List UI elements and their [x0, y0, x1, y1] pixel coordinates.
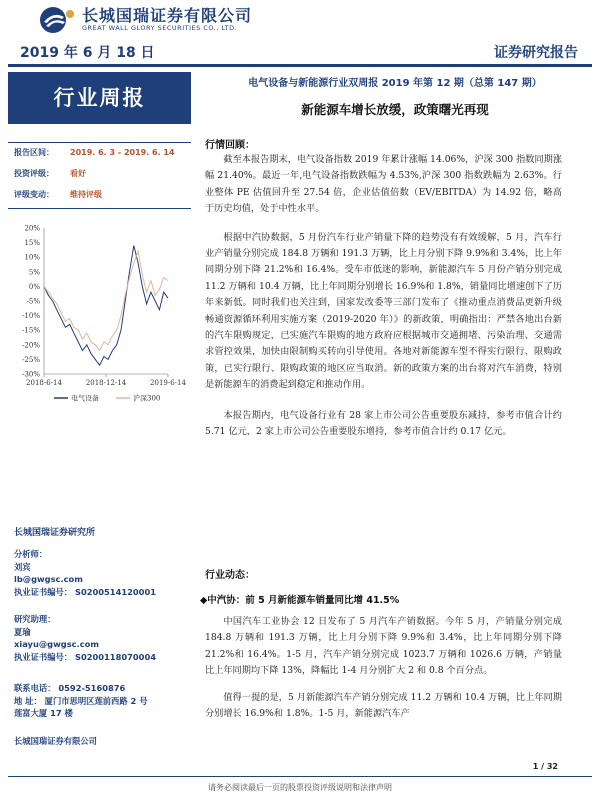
company-name-cn: 长城国瑞证券有限公司 [82, 6, 253, 25]
assistant-cert: 执业证书编号： S0200118070004 [14, 651, 156, 662]
meta-period [14, 147, 175, 158]
report-series: 电气设备与新能源行业双周报 2019 年第 12 期（总第 147 期） [248, 78, 542, 89]
report-type: 证券研究报告 [494, 45, 578, 61]
paragraph: 截至本报告期末，电气设备指数 2019 年累计涨幅 14.06%，沪深 300 指数同期涨幅 21.40%。最近一年,电气设备指数跌幅为 4.53%,沪深 300 指数跌幅为 2.63%。行业整体 PE 估值回升至 27.54 倍，企业估值倍数（EV/EBITDA）为 14.92 倍，略高于历史均值，处于中性水平。 [205, 154, 563, 215]
x-tick-label: 2018-6-14 [26, 379, 62, 387]
banner-label: 行业周报 [53, 86, 146, 110]
x-tick-label: 2018-12-14 [85, 379, 127, 387]
review-heading: 行情回顾： [205, 140, 255, 151]
series-line [44, 246, 168, 366]
review-section [205, 152, 562, 441]
analyst-label: 分析师： [14, 549, 48, 559]
company-logo [38, 5, 78, 35]
analyst-cert: 执业证书编号： S0200514120001 [14, 586, 156, 597]
meta-rating [14, 168, 86, 179]
paragraph: 中国汽车工业协会 12 日发布了 5 月汽车产销数据。今年 5 月，产销量分别完成 184.8 万辆和 191.3 万辆，比上月分别下降 9.9%和 3.4%，比上年同期分别下降 21.2%和 16.4%。1-5 月，汽车产销分别完成 1023.7 万辆和 1026.6 万辆，产销量比上年同期均下降 13%，降幅比 1-4 月分别扩大 2 和 0.8 个百分点。 [205, 616, 562, 677]
institute-name: 长城国瑞证券研究所 [14, 528, 96, 538]
series-line [44, 251, 168, 350]
report-title: 新能源车增长放缓，政策曙光再现 [301, 102, 489, 117]
report-date: 2019 年 6 月 18 日 [20, 45, 155, 61]
y-tick-label: -10% [22, 312, 40, 321]
meta-value: 维持评级 [70, 190, 102, 199]
y-tick-label: 5% [28, 268, 40, 277]
company-name-en: GREAT WALL GLORY SECURITIES CO., LTD. [82, 24, 238, 32]
legend-label: 电气设备 [71, 394, 99, 403]
analyst-name: 刘宾 [14, 561, 31, 572]
y-tick-label: 20% [24, 224, 40, 233]
paragraph: 本报告期内，电气设备行业有 28 家上市公司公告重要股东减持，参考市值合计约 5.71 亿元，2 家上市公司公告重要股东增持，参考市值合计约 0.17 亿元。 [205, 409, 562, 438]
meta-rating-change [14, 189, 102, 200]
meta-value: 2019. 6. 3 - 2019. 6. 14 [70, 148, 175, 157]
legend-label: 沪深300 [133, 394, 161, 403]
meta-key: 投资评级： [14, 169, 54, 178]
index-performance-chart [8, 222, 191, 412]
contact-address: 地 址： 厦门市思明区莲前西路 2 号 [14, 695, 148, 706]
news-section [205, 614, 562, 722]
x-tick-label: 2019-6-14 [150, 379, 186, 387]
paragraph: 根据中汽协数据，5 月份汽车行业产销量下降的趋势没有有效缓解，5 月，汽车行业产销量分别完成 184.8 万辆和 191.3 万辆，比上月分别下降 9.9%和 3.4%，比上年同期分别下降 21.2%和 16.4%。受车市低迷的影响，新能源汽车 5 月份产销分别完成 11.2 万辆和 10.4 万辆，比上年同期分别增长 16.9%和 1.8%，销量同比增速创下了历年来新低。同时我们也关注到，国家发改委等三部门发布了《推动重点消费品更新升级 畅通资源循环利用实施方案（2019-2020 年）》的新政策，明确指出：严禁各地出台新的汽车限购规定，已实施汽车限购的地方政府应根据城市交通拥堵、污染治理、交通需求管控效果，加快由限制购买转向引导使用。各地对新能源车型不得实行限行、限购政策，已实行限行、限购政策的地区应当取消。新的政策方案的出台将对汽车消费，特别是新能源车的消费起到稳定和推动作用。 [205, 231, 562, 391]
meta-value: 看好 [70, 169, 86, 178]
y-tick-label: 10% [24, 253, 40, 262]
y-tick-label: 15% [24, 239, 40, 248]
contact-block [14, 682, 148, 720]
analyst-block [14, 548, 156, 598]
y-tick-label: -15% [22, 326, 40, 335]
y-tick-label: 0% [28, 282, 40, 291]
contact-phone: 联系电话： 0592-5160876 [14, 683, 126, 693]
meta-key: 评级变动： [14, 190, 54, 199]
assistant-email[interactable]: xiayu@gwgsc.com [14, 639, 99, 649]
assistant-label: 研究助理： [14, 614, 56, 624]
sidebar-divider [8, 208, 191, 209]
analyst-email[interactable]: lb@gwgsc.com [14, 574, 83, 584]
footer-company: 长城国瑞证券有限公司 [14, 736, 97, 746]
y-tick-label: -20% [22, 341, 40, 350]
assistant-name: 夏瑜 [14, 626, 31, 637]
y-tick-label: -5% [26, 297, 40, 306]
dynamics-heading: 行业动态： [205, 570, 255, 581]
y-tick-label: -25% [22, 355, 40, 364]
contact-address-2: 莲富大厦 17 楼 [14, 708, 73, 718]
news-heading: ◆中汽协：前 5 月新能源车销量同比增 41.5% [200, 595, 400, 606]
meta-key: 报告区间： [14, 148, 54, 157]
paragraph: 值得一提的是，5 月新能源汽车产销分别完成 11.2 万辆和 10.4 万辆，比上年同期分别增长 16.9%和 1.8%。1-5 月，新能源汽车产 [205, 691, 562, 720]
assistant-block [14, 613, 156, 663]
sidebar-divider [8, 142, 191, 143]
y-tick-label: -30% [22, 370, 40, 379]
page-number: 1 / 32 [532, 762, 558, 771]
header-divider [8, 64, 592, 67]
footer-divider [8, 776, 592, 777]
report-banner [8, 72, 191, 124]
footer-disclaimer: 请务必阅读最后一页的股票投资评级说明和法律声明 [208, 783, 392, 792]
